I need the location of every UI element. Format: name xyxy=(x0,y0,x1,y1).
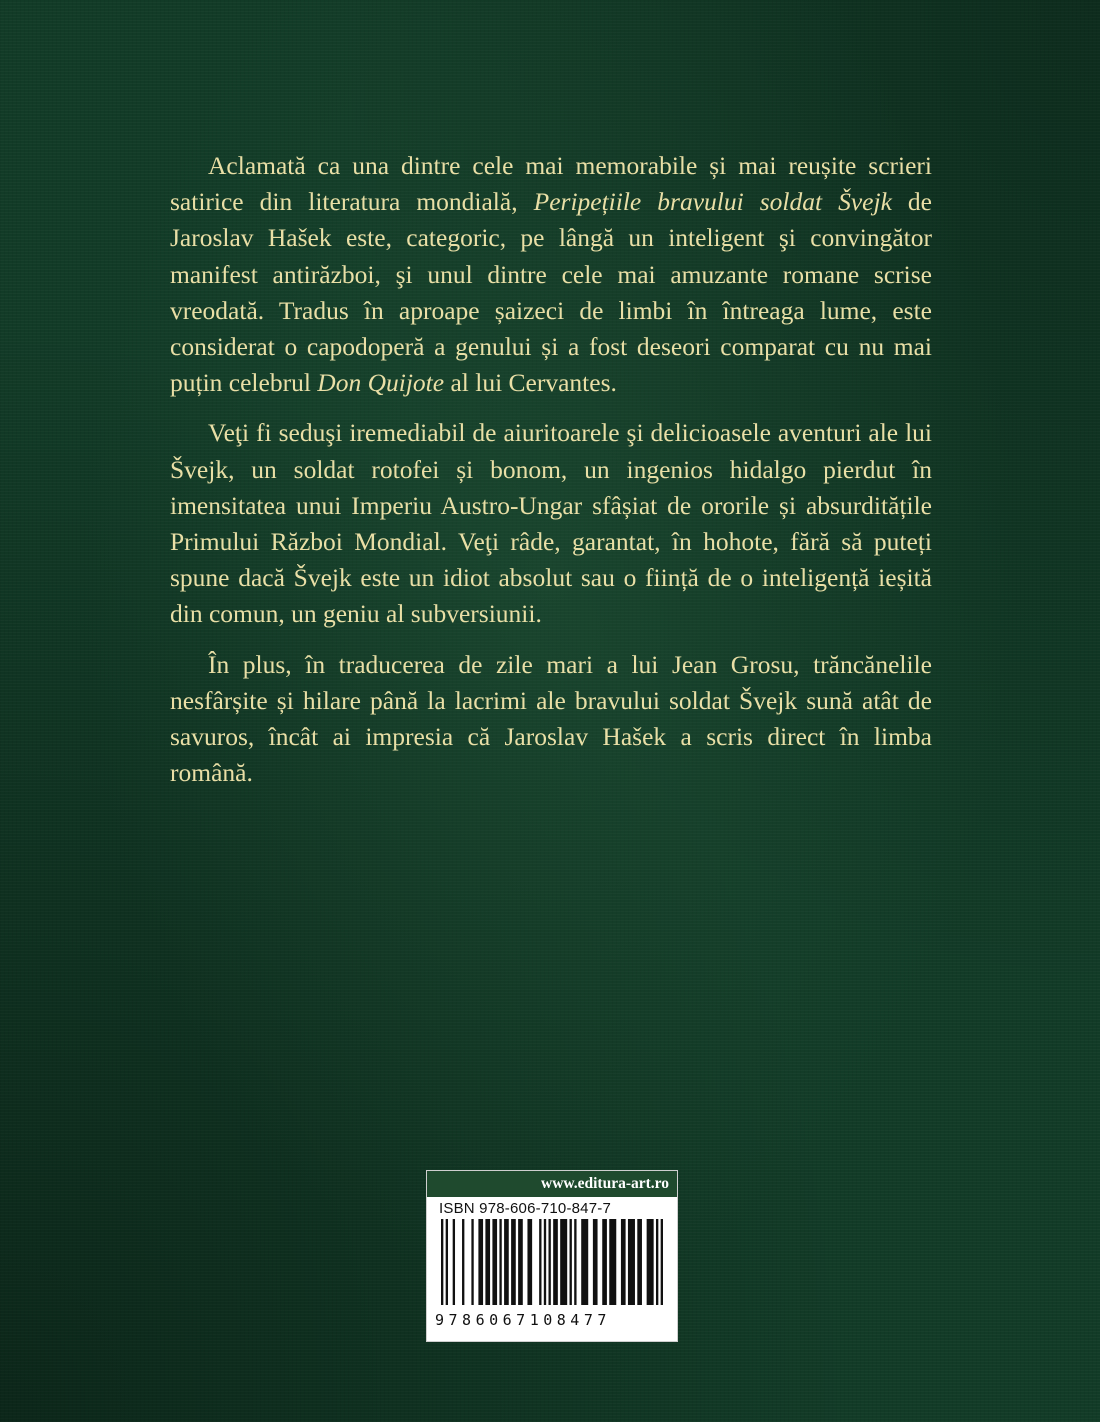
barcode-bar xyxy=(518,1219,523,1305)
barcode-bar xyxy=(548,1219,550,1305)
isbn-text: ISBN 978-606-710-847-7 xyxy=(439,1200,612,1217)
blurb-p1-text-c: al lui Cervantes. xyxy=(444,368,617,398)
barcode-bar xyxy=(593,1219,598,1305)
barcode-bar xyxy=(570,1219,572,1305)
barcode-bar xyxy=(462,1219,464,1305)
barcode-bar xyxy=(539,1219,541,1305)
barcode-bar xyxy=(478,1219,483,1305)
blurb-paragraph-2: Veţi fi seduşi iremediabil de aiuritoarele şi delicioasele aventuri ale lui Švejk, un soldat rotofei și bonom, un ingenios hidalgo pierdut în imensitatea unui Imperiu Austro-Ungar sfâșiat de ororile și absurditățile Primului Război Mondial. Veţi râde, garantat, în hohote, fără să puteți spune dacă Švejk este un idiot absolut sau o ființă de o inteligență ieșită din comun, un geniu al subversiunii. xyxy=(170,418,932,629)
blurb-p1-text-a: Aclamată ca una dintre cele mai memorabile și mai reușite scrieri satirice din literatura mondială, xyxy=(170,151,932,217)
barcode-digits: 9786067108477 xyxy=(435,1311,611,1329)
barcode-bar xyxy=(527,1219,532,1305)
barcode-bar xyxy=(504,1219,509,1305)
cover-blurb xyxy=(170,148,932,805)
barcode-bars xyxy=(435,1219,667,1309)
barcode-bar xyxy=(581,1219,588,1305)
barcode-bar xyxy=(656,1219,658,1305)
barcode-bar xyxy=(485,1219,490,1305)
barcode-bar xyxy=(553,1219,558,1305)
blurb-p1-text-b: de Jaroslav Hašek este, categoric, pe lângă un inteligent şi convingător manifest antirăzboi, şi unul dintre cele mai amuzante romane scrise vreodată. Tradus în aproape șaizeci de limbi în întreaga lume, este considerat o capodoperă a genului și a fost deseori comparat cu nu mai puțin celebrul xyxy=(170,187,932,398)
barcode-bar xyxy=(574,1219,576,1305)
publisher-url: www.editura-art.ro xyxy=(427,1171,677,1197)
barcode-bar xyxy=(661,1219,663,1305)
barcode-bar xyxy=(647,1219,654,1305)
barcode-bar xyxy=(441,1219,443,1305)
barcode-bar xyxy=(446,1219,448,1305)
barcode-bar xyxy=(499,1219,501,1305)
book-title-don-quijote: Don Quijote xyxy=(317,368,445,398)
barcode-bar xyxy=(511,1219,516,1305)
blurb-paragraph-1 xyxy=(170,148,932,401)
barcode-bar xyxy=(609,1219,616,1305)
barcode-bar xyxy=(560,1219,567,1305)
barcode-bar xyxy=(602,1219,607,1305)
barcode-bar xyxy=(471,1219,473,1305)
blurb-paragraph-3: În plus, în traducerea de zile mari a lui Jean Grosu, trăncănelile nesfârșite și hilare până la lacrimi ale bravului soldat Švejk sună atât de savuros, încât ai impresia că Jaroslav Hašek a scris direct în limba română. xyxy=(170,649,932,788)
barcode-bar xyxy=(621,1219,626,1305)
book-title-svejk: Peripețiile bravului soldat Švejk xyxy=(533,187,892,217)
barcode-label xyxy=(426,1170,678,1342)
barcode-bar xyxy=(453,1219,455,1305)
barcode-bar xyxy=(544,1219,546,1305)
barcode-bar xyxy=(628,1219,635,1305)
barcode-bar xyxy=(492,1219,497,1305)
barcode-bar xyxy=(637,1219,642,1305)
